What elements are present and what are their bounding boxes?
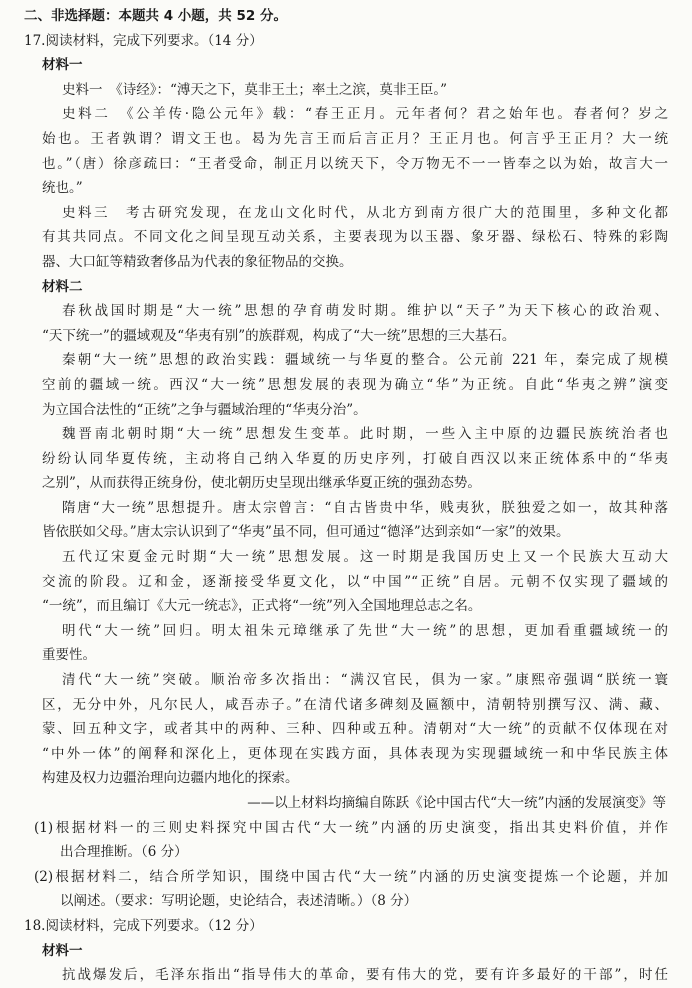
q17-m1-line: 始也。王者孰谓？谓文王也。曷为先言王而后言正月？王正月也。何言乎王正月？大一统 <box>42 130 668 147</box>
q17-material1-label: 材料一 <box>42 57 83 74</box>
material-source: ——以上材料均摘编自陈跃《论中国古代“大一统”内涵的发展演变》等 <box>247 795 666 811</box>
q17-sub2-line2: 以阐述。（要求：写明论题，史论结合，表述清晰。）（8 分） <box>60 893 418 910</box>
q18-stem: 18.阅读材料，完成下列要求。（12 分） <box>24 917 263 934</box>
q17-m2-line: 之别”，从而获得正统身份，使北朝历史呈现出继承华夏正统的强劲态势。 <box>42 475 481 492</box>
q17-m2-line: 皆依朕如父母。”唐太宗认识到了“华夷”虽不同，但可通过“德泽”达到亲如“一家”的效果。 <box>42 524 570 541</box>
q17-sub2-line1: (2)根据材料二，结合所学知识，围绕中国古代“大一统”内涵的历史演变提炼一个论题，并加 <box>34 868 668 885</box>
q17-m2-line: 交流的阶段。辽和金，逐渐接受华夏文化，以“中国”“正统”自居。元朝不仅实现了疆域的 <box>42 573 668 590</box>
q17-m1-line: 史料二 《公羊传·隐公元年》载：“春王正月。元年者何？君之始年也。春者何？岁之 <box>62 106 668 123</box>
q17-m2-line: 纷纷认同华夏传统，主动将自己纳入华夏的历史序列，打破自西汉以来正统体系中的“华夷 <box>42 450 668 467</box>
q17-sub1-line2: 出合理推断。（6 分） <box>60 844 188 861</box>
q17-m2-line: 重要性。 <box>42 647 96 664</box>
q17-sub1-line1: (1)根据材料一的三则史料探究中国古代“大一统”内涵的历史演变，指出其史料价值，并作 <box>34 819 668 836</box>
q17-m2-line: 秦朝“大一统”思想的政治实践：疆域统一与华夏的整合。公元前 221 年，秦完成了规模 <box>62 352 668 369</box>
q17-m2-line: “一统”，而且编订《大元一统志》，正式将“一统”列入全国地理总志之名。 <box>42 598 482 615</box>
q17-m2-line: 为立国合法性的“正统”之争与疆域治理的“华夷分治”。 <box>42 401 367 418</box>
q17-material2-label: 材料二 <box>42 278 83 295</box>
q17-m2-line: 蒙、回五种文字，或者其中的两种、三种、四种或五种。清朝对“大一统”的贡献不仅体现在对 <box>42 721 668 738</box>
q17-m2-line: “中外一体”的阐释和深化上，更体现在实践方面，具体表现为实现疆域统一和中华民族主体 <box>42 745 668 762</box>
q18-line: 抗战爆发后，毛泽东指出“指导伟大的革命，要有伟大的党，要有许多最好的干部”，时任 <box>62 967 668 984</box>
q17-m2-line: “天下统一”的疆域观及“华夷有别”的族群观，构成了“大一统”思想的三大基石。 <box>42 327 516 344</box>
q17-m2-line: 区，无分中外，凡尔民人，咸吾赤子。”在清代诸多碑刻及匾额中，清朝特别撰写汉、满、藏、 <box>42 696 668 713</box>
q17-m2-line: 五代辽宋夏金元时期“大一统”思想发展。这一时期是我国历史上又一个民族大互动大 <box>62 549 668 566</box>
q17-m2-line: 清代“大一统”突破。顺治帝多次指出：“满汉官民，俱为一家。”康熙帝强调“朕统一寰 <box>62 672 668 689</box>
q17-m2-line: 构建及权力边疆治理向边疆内地化的探索。 <box>42 770 299 787</box>
q17-m1-line: 有其共同点。不同文化之间呈现互动关系，主要表现为以玉器、象牙器、绿松石、特殊的彩陶 <box>42 229 668 246</box>
q17-stem: 17.阅读材料，完成下列要求。（14 分） <box>24 32 263 49</box>
section-title: 二、非选择题：本题共 4 小题，共 52 分。 <box>24 8 287 24</box>
q17-m1-line: 也。”（唐）徐彦疏曰：“王者受命，制正月以统天下，令万物无不一一皆奉之以为始，故言大一 <box>42 155 668 172</box>
q17-m2-line: 明代“大一统”回归。明太祖朱元璋继承了先世“大一统”的思想，更加看重疆域统一的 <box>62 622 668 639</box>
q17-m2-line: 魏晋南北朝时期“大一统”思想发生变革。此时期，一些入主中原的边疆民族统治者也 <box>62 426 668 443</box>
q17-m1-line: 史料三 考古研究发现，在龙山文化时代，从北方到南方很广大的范围里，多种文化都 <box>62 204 668 221</box>
q17-m1-line: 统也。” <box>42 180 83 197</box>
q17-m2-line: 隋唐“大一统”思想提升。唐太宗曾言：“自古皆贵中华，贱夷狄，朕独爱之如一，故其种落 <box>62 499 668 516</box>
q17-m2-line: 春秋战国时期是“大一统”思想的孕育萌发时期。维护以“天子”为天下核心的政治观、 <box>62 303 668 320</box>
q17-m2-line: 空前的疆域一统。西汉“大一统”思想发展的表现为确立“华”为正统。自此“华夷之辨”演变 <box>42 376 668 393</box>
q17-m1-line: 器、大口缸等精致奢侈品为代表的象征物品的交换。 <box>42 253 353 270</box>
q18-material1-label: 材料一 <box>42 942 83 959</box>
q17-m1-line: 史料一 《诗经》：“溥天之下，莫非王土；率土之滨，莫非王臣。” <box>62 81 448 98</box>
